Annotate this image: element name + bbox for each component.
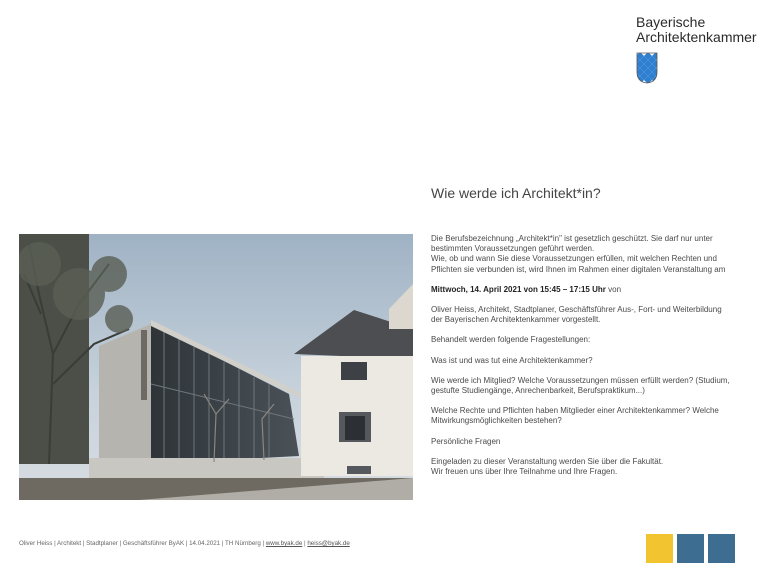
date-suffix: von [605, 284, 622, 294]
logo-line-2: Architektenkammer [636, 29, 757, 45]
intro-line: Wie, ob und wann Sie diese Voraussetzungen erfüllen, mit welchen Rechten und [431, 254, 717, 264]
closing-paragraph [431, 457, 751, 477]
blue-square-1 [677, 534, 704, 563]
yellow-square [646, 534, 673, 563]
footer [19, 540, 350, 547]
closing-line: Eingeladen zu dieser Veranstaltung werden Sie über die Fakultät. [431, 456, 664, 466]
question-3-line: Welche Rechte und Pflichten haben Mitglieder einer Architektenkammer? Welche [431, 406, 719, 416]
question-2 [431, 376, 751, 396]
speaker-line: der Bayerischen Architektenkammer vorgestellt. [431, 315, 601, 325]
building-photo [19, 234, 413, 500]
date-paragraph [431, 285, 751, 295]
question-3-line: Mitwirkungsmöglichkeiten bestehen? [431, 416, 562, 426]
intro-line: bestimmten Voraussetzungen geführt werden. [431, 244, 595, 254]
question-2-line: Wie werde ich Mitglied? Welche Voraussetzungen müssen erfüllt werden? (Studium, [431, 375, 730, 385]
blue-square-2 [708, 534, 735, 563]
question-3 [431, 406, 751, 426]
question-2-line: gestufte Studiengänge, Anrechenbarkeit, Berufspraktikum...) [431, 386, 645, 396]
email-link[interactable]: heiss@byak.de [307, 540, 350, 547]
closing-line: Wir freuen uns über Ihre Teilnahme und Ihre Fragen. [431, 467, 618, 477]
bavarian-crest-icon [636, 52, 658, 84]
intro-paragraph [431, 234, 751, 275]
event-date: Mittwoch, 14. April 2021 von 15:45 – 17:15 Uhr [431, 284, 606, 294]
speaker-line: Oliver Heiss, Architekt, Stadtplaner, Geschäftsführer Aus-, Fort- und Weiterbildung [431, 305, 722, 315]
intro-line: Pflichten sie verbunden ist, wird Ihnen im Rahmen einer digitalen Veranstaltung am [431, 264, 726, 274]
website-link[interactable]: www.byak.de [265, 540, 303, 547]
intro-line: Die Berufsbezeichnung „Architekt*in" ist gesetzlich geschützt. Sie darf nur unter [431, 234, 713, 243]
event-description [431, 234, 751, 487]
footer-text: Oliver Heiss | Architekt | Stadtplaner | Geschäftsführer ByAK | 14.04.2021 | TH Nürnberg | [19, 540, 266, 547]
question-4: Persönliche Fragen [431, 436, 501, 446]
questions-intro: Behandelt werden folgende Fragestellungen: [431, 335, 591, 345]
speaker-paragraph [431, 305, 751, 325]
byak-logo [636, 15, 756, 45]
footer-separator: | [302, 540, 308, 547]
logo-line-1: Bayerische [636, 14, 706, 30]
question-1: Was ist und was tut eine Architektenkammer? [431, 355, 593, 365]
page-title: Wie werde ich Architekt*in? [431, 185, 601, 201]
